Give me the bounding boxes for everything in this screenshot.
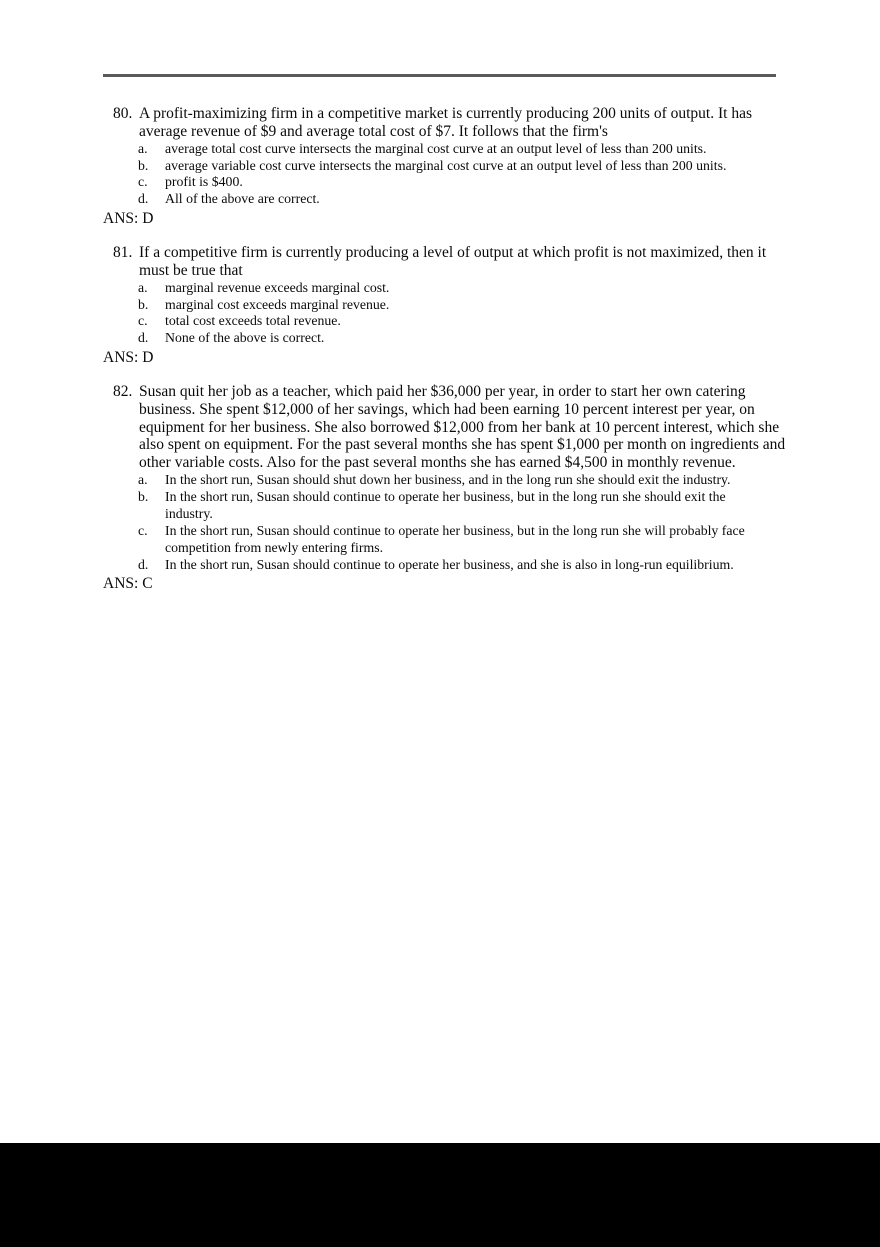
option-letter: c. <box>138 522 148 538</box>
question-row <box>103 383 793 472</box>
option-d <box>138 557 793 574</box>
question-number: 81. <box>113 244 133 262</box>
option-letter: a. <box>138 140 148 156</box>
option-text: average total cost curve intersects the marginal cost curve at an output level of less than 200 units. <box>165 140 707 156</box>
option-text: total cost exceeds total revenue. <box>165 313 341 329</box>
question-row <box>103 105 793 141</box>
option-text: In the short run, Susan should continue to operate her business, but in the long run she should exit the industry. <box>165 488 726 521</box>
option-a <box>138 280 793 297</box>
option-letter: c. <box>138 174 148 190</box>
question-number: 80. <box>113 105 133 122</box>
option-c <box>138 523 793 557</box>
option-a <box>138 141 793 158</box>
option-letter: b. <box>138 296 149 312</box>
option-letter: b. <box>138 488 149 504</box>
option-d <box>138 191 793 208</box>
option-b <box>138 489 793 523</box>
option-text: All of the above are correct. <box>165 191 320 207</box>
question-80 <box>103 105 793 228</box>
option-letter: c. <box>138 313 148 329</box>
answer-line: ANS: D <box>103 210 154 228</box>
option-a <box>138 472 793 489</box>
option-c <box>138 174 793 191</box>
questions-list <box>103 105 793 609</box>
option-letter: a. <box>138 279 148 295</box>
option-text: In the short run, Susan should continue to operate her business, and she is also in long-run equilibrium. <box>165 556 734 572</box>
question-81 <box>103 244 793 367</box>
option-text: average variable cost curve intersects the marginal cost curve at an output level of less than 200 units. <box>165 157 727 173</box>
question-number: 82. <box>113 383 133 401</box>
option-b <box>138 158 793 175</box>
option-text: In the short run, Susan should continue to operate her business, but in the long run she will probably face competition from newly entering firms. <box>165 522 745 555</box>
option-text: None of the above is correct. <box>165 330 325 346</box>
option-text: marginal revenue exceeds marginal cost. <box>165 279 390 295</box>
option-letter: a. <box>138 472 148 488</box>
question-text: A profit-maximizing firm in a competitive market is currently producing 200 units of output. It has average revenue of $9 and average total cost of $7. It follows that the firm's <box>139 105 752 140</box>
option-b <box>138 297 793 314</box>
option-text: profit is $400. <box>165 174 243 190</box>
option-text: In the short run, Susan should shut down her business, and in the long run she should exit the industry. <box>165 472 731 488</box>
option-d <box>138 330 793 347</box>
question-row <box>103 244 793 280</box>
option-letter: d. <box>138 330 149 346</box>
answer-line: ANS: D <box>103 349 154 367</box>
option-letter: d. <box>138 191 149 207</box>
question-text: If a competitive firm is currently producing a level of output at which profit is not maximized, then it must be true that <box>139 244 767 279</box>
horizontal-rule <box>103 74 776 77</box>
option-text: marginal cost exceeds marginal revenue. <box>165 296 390 312</box>
answer-line: ANS: C <box>103 575 153 593</box>
question-82 <box>103 383 793 593</box>
option-letter: b. <box>138 157 149 173</box>
footer-black-bar <box>0 1143 880 1247</box>
option-letter: d. <box>138 556 149 572</box>
question-text: Susan quit her job as a teacher, which paid her $36,000 per year, in order to start her own catering business. She spent $12,000 of her savings, which had been earning 10 percent interest per year, on equipment for her business. She also borrowed $12,000 from her bank at 10 percent interest, which she also spent on equipment. For the past several months she has spent $1,000 per month on ingredients and other variable costs. Also for the past several months she has earned $4,500 in monthly revenue. <box>139 383 786 472</box>
option-c <box>138 313 793 330</box>
